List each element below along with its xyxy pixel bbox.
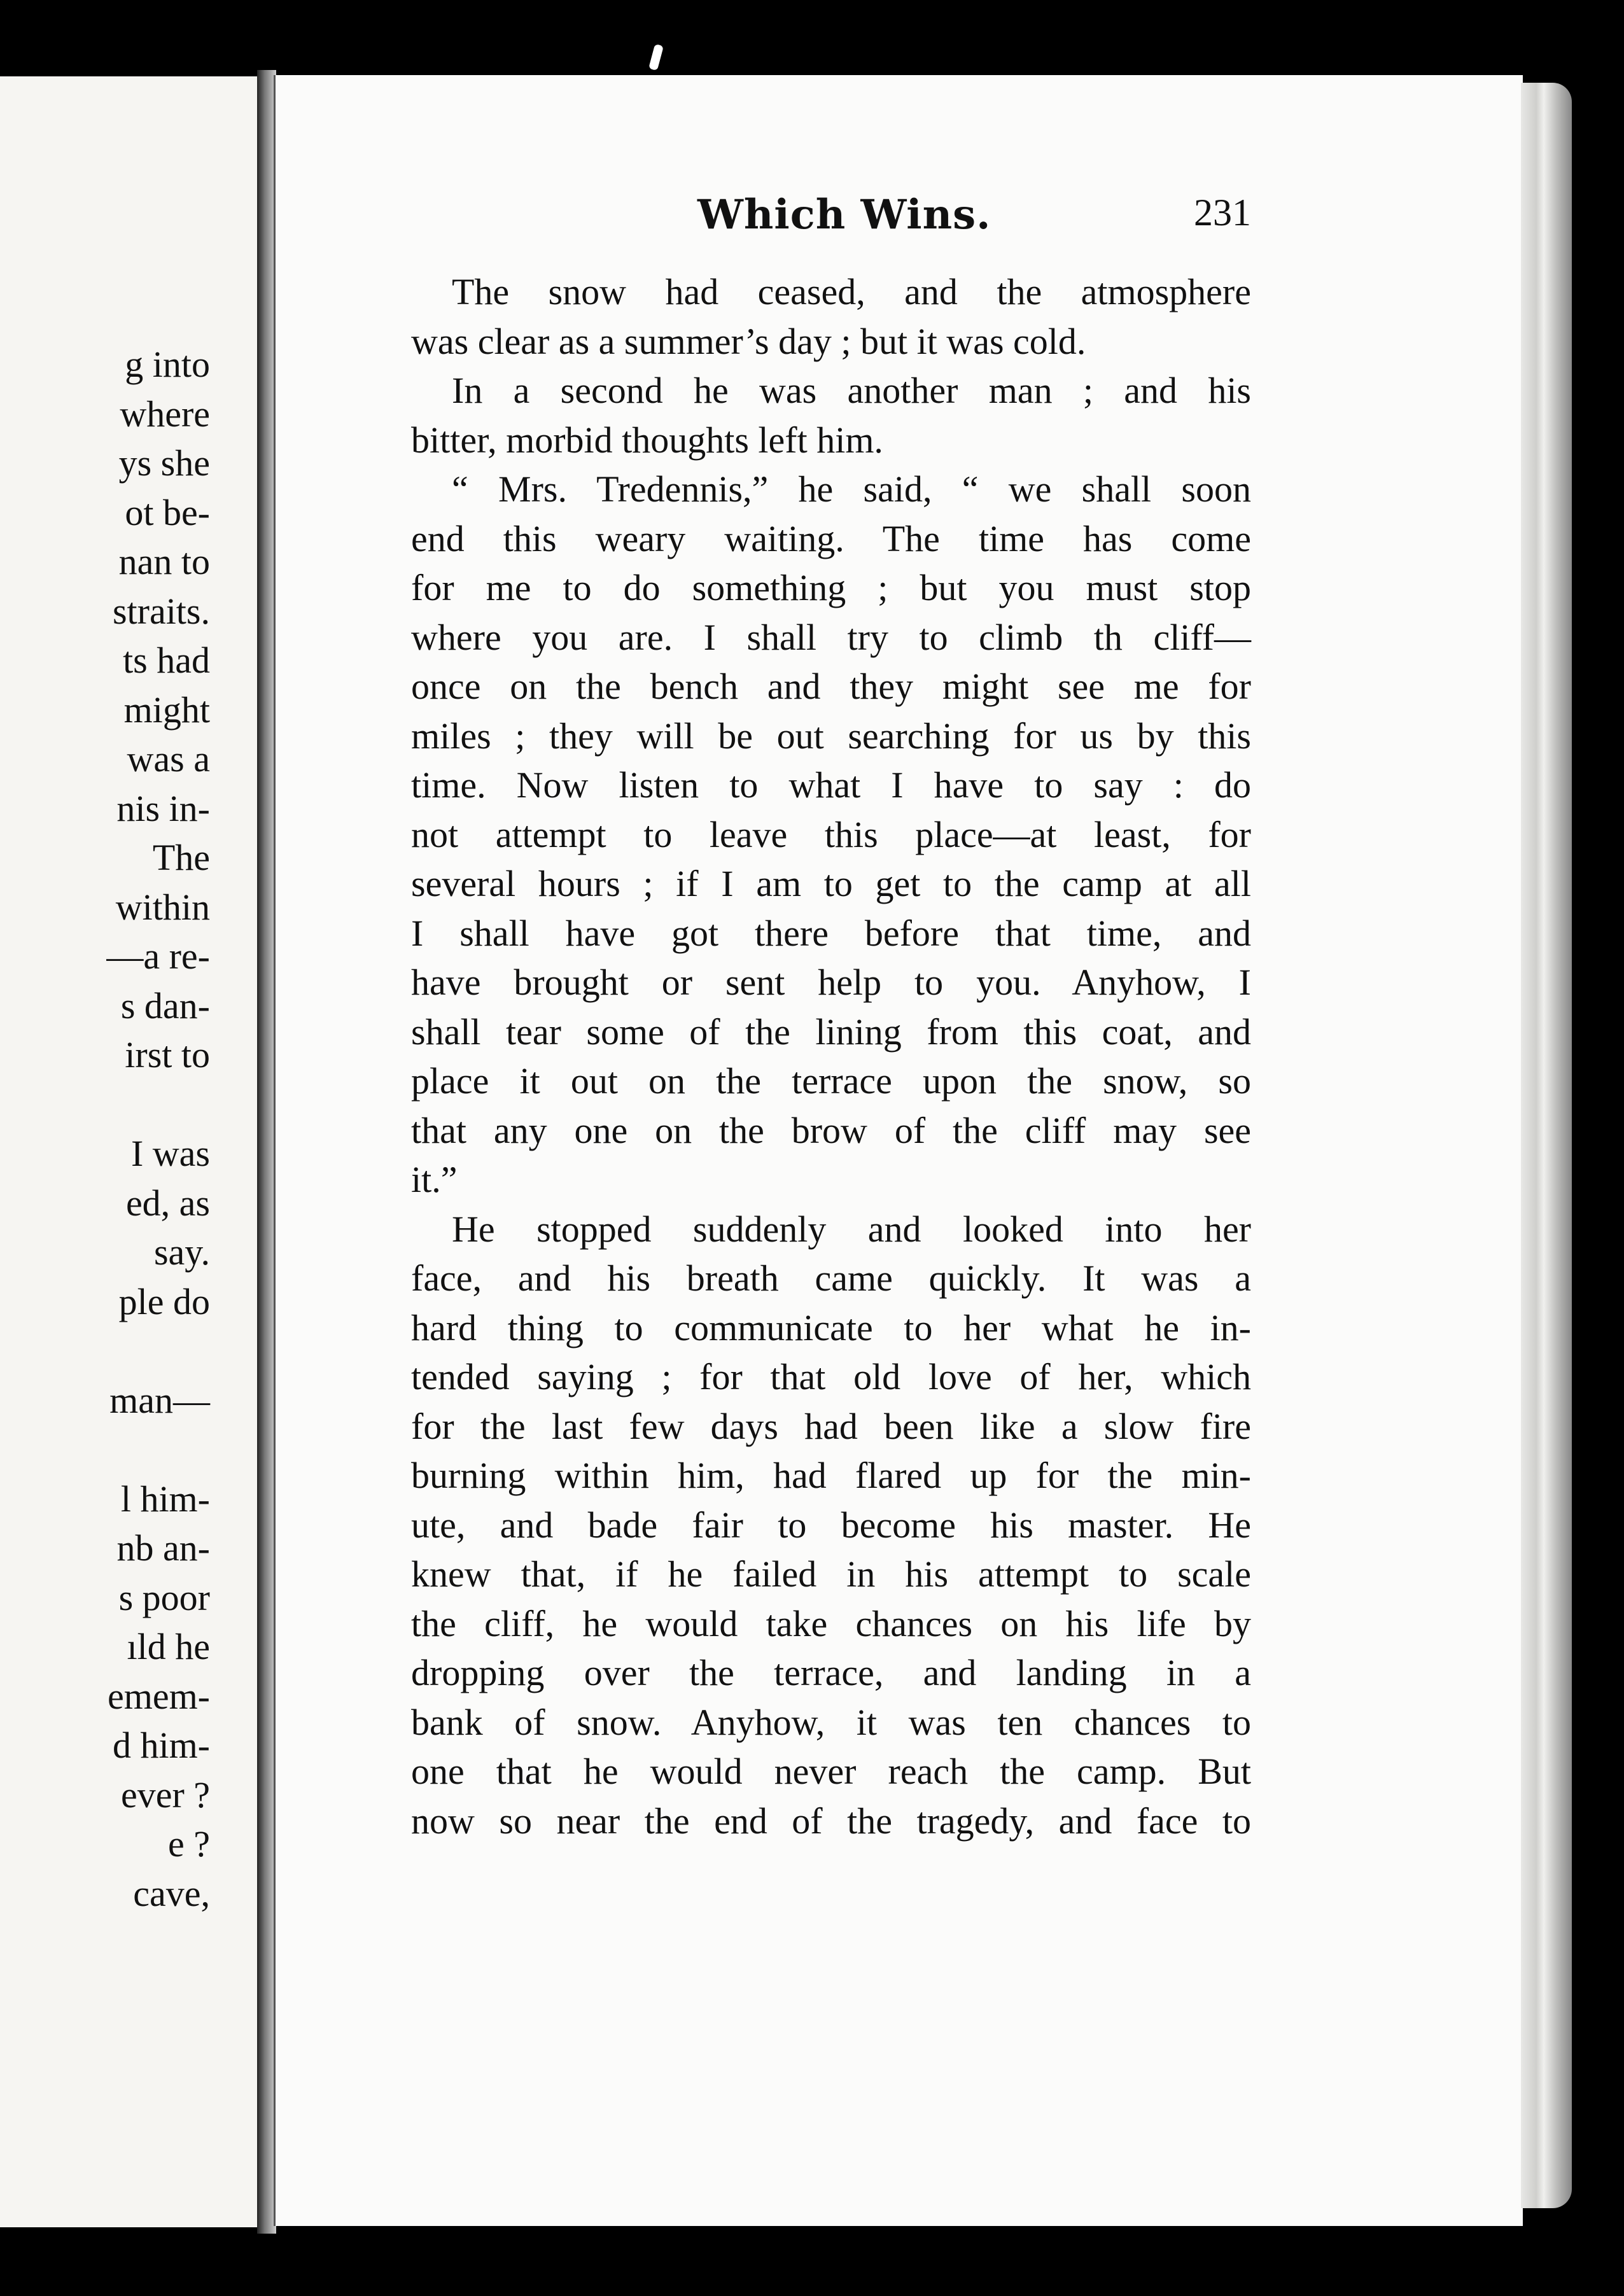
previous-page-line: I was: [130, 1133, 210, 1174]
text-line: once on the bench and they might see me for: [411, 666, 1251, 707]
previous-page-line: [0, 1425, 210, 1474]
text-line: it.”: [411, 1159, 458, 1200]
previous-page-line: ed, as: [125, 1182, 210, 1224]
text-line: face, and his breath came quickly. It was a: [411, 1257, 1251, 1299]
text-line: time. Now listen to what I have to say : do: [411, 764, 1251, 806]
text-line: tended saying ; for that old love of her, which: [411, 1356, 1251, 1397]
previous-page-line: was a: [127, 738, 210, 780]
scan-speck: [648, 44, 664, 71]
previous-page-line: emem-: [107, 1675, 210, 1717]
text-line: ute, and bade fair to become his master. He: [411, 1504, 1251, 1546]
previous-page-line: e ?: [168, 1823, 210, 1865]
text-line: several hours ; if I am to get to the camp at all: [411, 863, 1251, 904]
text-line: for me to do something ; but you must stop: [411, 567, 1251, 608]
page-edges: [1521, 83, 1572, 2208]
text-line: In a second he was another man ; and his: [452, 370, 1251, 411]
previous-page-line: cave,: [133, 1872, 210, 1914]
page-header: [411, 191, 1251, 248]
previous-page-line: nan to: [118, 541, 210, 582]
text-line: that any one on the brow of the cliff may see: [411, 1109, 1251, 1151]
text-line: for the last few days had been like a slow fire: [411, 1405, 1251, 1447]
text-line: place it out on the terrace upon the snow, so: [411, 1060, 1251, 1102]
previous-page-line: s dan-: [120, 984, 210, 1026]
previous-page-line: ts had: [123, 640, 210, 681]
text-line: bank of snow. Anyhow, it was ten chances to: [411, 1701, 1251, 1743]
text-line: dropping over the terrace, and landing in a: [411, 1652, 1251, 1693]
body-text: [411, 267, 1251, 1845]
previous-page-line: ever ?: [120, 1774, 210, 1816]
text-line: I shall have got there before that time, and: [411, 912, 1251, 954]
text-line: was clear as a summer’s day ; but it was cold.: [411, 320, 1086, 362]
text-line: miles ; they will be out searching for us by this: [411, 715, 1251, 757]
previous-page-line: [0, 1326, 210, 1376]
text-line: He stopped suddenly and looked into her: [452, 1208, 1251, 1250]
previous-page-line: ıld he: [127, 1626, 210, 1667]
previous-page-line: nb an-: [116, 1527, 210, 1569]
text-line: knew that, if he failed in his attempt to scale: [411, 1553, 1251, 1595]
previous-page-line: ot be-: [125, 491, 210, 533]
previous-page-line: irst to: [125, 1034, 210, 1075]
previous-page-line: d him-: [112, 1725, 210, 1766]
text-line: one that he would never reach the camp. But: [411, 1751, 1251, 1792]
previous-page-line: nis in-: [116, 787, 210, 829]
previous-page-line: The: [152, 837, 210, 878]
previous-page-line: where: [120, 393, 210, 435]
previous-page-line: ys she: [118, 442, 210, 484]
text-line: The snow had ceased, and the atmosphere: [452, 271, 1251, 312]
previous-page-line: within: [115, 886, 210, 928]
previous-page-line: l him-: [120, 1478, 210, 1520]
text-line: shall tear some of the lining from this coat, and: [411, 1011, 1251, 1053]
previous-page-line: man—: [109, 1379, 210, 1421]
text-line: where you are. I shall try to climb th cliff—: [411, 616, 1251, 658]
text-line: hard thing to communicate to her what he in-: [411, 1306, 1251, 1348]
text-line: the cliff, he would take chances on his life by: [411, 1602, 1251, 1644]
previous-page-line: say.: [153, 1231, 210, 1273]
previous-page-line: ple do: [118, 1280, 210, 1322]
previous-page-line: might: [123, 689, 210, 731]
running-title: Which Wins.: [697, 191, 991, 239]
text-line: “ Mrs. Tredennis,” he said, “ we shall soon: [452, 468, 1251, 510]
previous-page-text: [0, 340, 210, 1918]
previous-page-line: g into: [125, 344, 210, 385]
previous-page-line: [0, 1080, 210, 1130]
text-line: burning within him, had flared up for the min-: [411, 1455, 1251, 1496]
text-line: now so near the end of the tragedy, and face to: [411, 1800, 1251, 1842]
text-line: bitter, morbid thoughts left him.: [411, 419, 883, 461]
text-line: not attempt to leave this place—at least, for: [411, 813, 1251, 855]
previous-page-line: —a re-: [106, 935, 210, 977]
text-line: have brought or sent help to you. Anyhow, I: [411, 962, 1251, 1003]
previous-page-line: straits.: [112, 590, 210, 632]
text-line: end this weary waiting. The time has come: [411, 517, 1251, 559]
previous-page-line: s poor: [118, 1576, 210, 1618]
page-number: 231: [1194, 192, 1251, 234]
previous-page: [0, 76, 265, 2227]
